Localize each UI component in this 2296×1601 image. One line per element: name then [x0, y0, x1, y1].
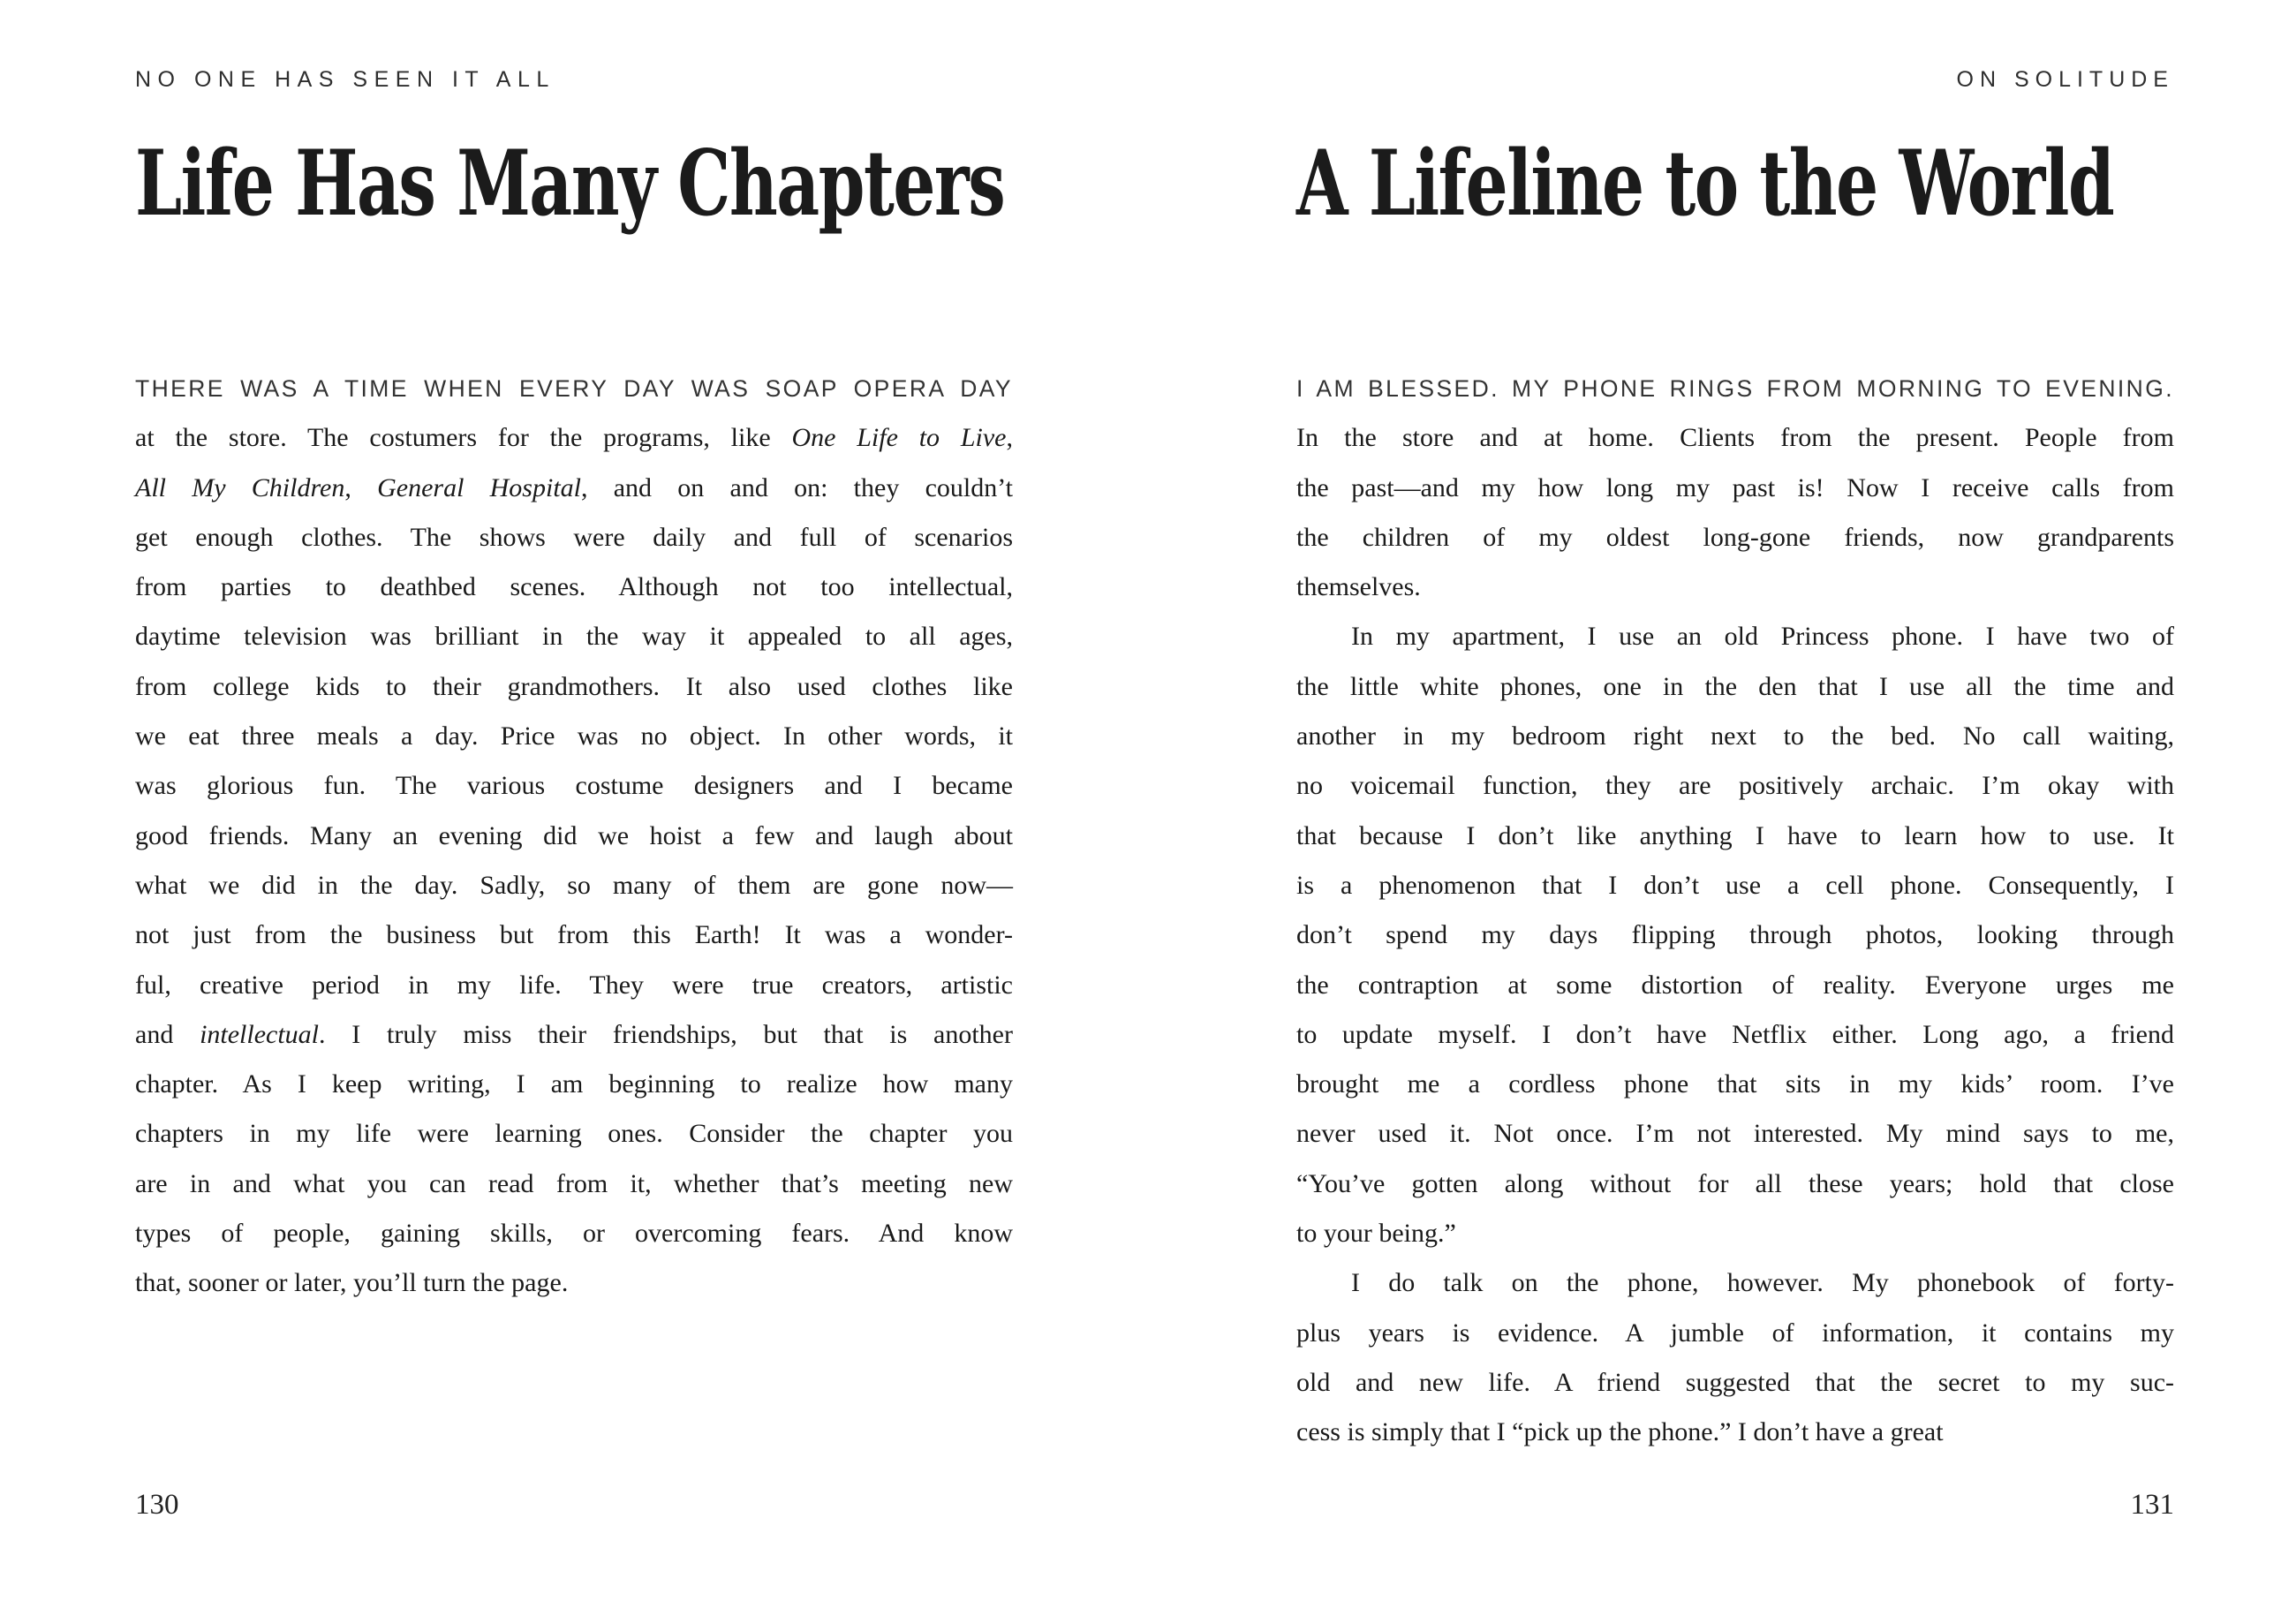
body-line: we eat three meals a day. Price was no object. In other words, it: [135, 721, 1013, 751]
body-line: good friends. Many an evening did we hoist a few and laugh about: [135, 820, 1013, 850]
left-running-head: NO ONE HAS SEEN IT ALL: [135, 67, 555, 92]
right-page: [1296, 0, 2174, 1601]
body-line: is a phenomenon that I don’t use a cell phone. Consequently, I: [1296, 870, 2174, 900]
body-line: All My Children, General Hospital, and on and on: they couldn’t: [135, 472, 1014, 502]
body-line: was glorious fun. The various costume designers and I became: [135, 771, 1013, 801]
right-body-text: [1296, 364, 2174, 1458]
body-line: the past—and my how long my past is! Now I receive calls from: [1296, 472, 2174, 502]
body-line: types of people, gaining skills, or overcoming fears. And know: [135, 1219, 1013, 1249]
right-chapter-title: [1296, 131, 2296, 237]
body-line: plus years is evidence. A jumble of information, it contains my: [1296, 1318, 2174, 1348]
body-line: daytime television was brilliant in the way it appealed to all ages,: [135, 622, 1013, 652]
body-line: the contraption at some distortion of reality. Everyone urges me: [1296, 970, 2174, 1000]
body-line: are in and what you can read from it, whether that’s meeting new: [135, 1168, 1013, 1198]
body-line: that because I don’t like anything I have to learn how to use. It: [1296, 820, 2174, 850]
left-page-number: 130: [135, 1489, 179, 1521]
body-line: what we did in the day. Sadly, so many of them are gone now—: [135, 870, 1013, 900]
body-line: THERE WAS A TIME WHEN EVERY DAY WAS SOAP OPERA DAY: [135, 375, 1013, 402]
body-line: I do talk on the phone, however. My phonebook of forty-: [1351, 1268, 2174, 1298]
body-line: chapters in my life were learning ones. Consider the chapter you: [135, 1119, 1013, 1149]
body-line: “You’ve gotten along without for all these years; hold that close: [1296, 1168, 2174, 1198]
body-line: to your being.”: [1296, 1219, 1456, 1249]
body-line: chapter. As I keep writing, I am beginning to realize how many: [135, 1069, 1013, 1099]
body-line: In my apartment, I use an old Princess phone. I have two of: [1351, 622, 2174, 652]
right-running-head: ON SOLITUDE: [1956, 67, 2174, 92]
body-line: no voicemail function, they are positively archaic. I’m okay with: [1296, 771, 2174, 801]
body-line: I AM BLESSED. MY PHONE RINGS FROM MORNING TO EVENING.: [1296, 375, 2174, 402]
body-line: themselves.: [1296, 572, 1421, 602]
left-chapter-title-text: Life Has Many Chapters: [135, 131, 1005, 237]
body-line: from parties to deathbed scenes. Although not too intellectual,: [135, 572, 1013, 602]
body-line: and intellectual. I truly miss their friendships, but that is another: [135, 1019, 1013, 1049]
body-line: not just from the business but from this Earth! It was a wonder-: [135, 920, 1013, 950]
body-line: the little white phones, one in the den that I use all the time and: [1296, 671, 2174, 701]
body-line: In the store and at home. Clients from the present. People from: [1296, 423, 2174, 453]
right-page-number: 131: [2130, 1489, 2174, 1521]
body-line: from college kids to their grandmothers. It also used clothes like: [135, 671, 1013, 701]
body-line: don’t spend my days flipping through photos, looking through: [1296, 920, 2174, 950]
body-line: that, sooner or later, you’ll turn the page.: [135, 1268, 569, 1298]
body-line: to update myself. I don’t have Netflix either. Long ago, a friend: [1296, 1019, 2174, 1049]
body-line: brought me a cordless phone that sits in my kids’ room. I’ve: [1296, 1069, 2174, 1099]
body-line: never used it. Not once. I’m not interested. My mind says to me,: [1296, 1119, 2174, 1149]
body-line: at the store. The costumers for the programs, like One Life to Live,: [135, 423, 1013, 453]
right-chapter-title-text: A Lifeline to the World: [1296, 131, 2114, 237]
left-body-text: [135, 364, 1013, 1309]
body-line: another in my bedroom right next to the bed. No call waiting,: [1296, 721, 2174, 751]
body-line: cess is simply that I “pick up the phone.” I don’t have a great: [1296, 1417, 1944, 1447]
body-line: the children of my oldest long-gone friends, now grandparents: [1296, 522, 2174, 552]
body-line: get enough clothes. The shows were daily and full of scenarios: [135, 522, 1013, 552]
body-line: old and new life. A friend suggested that the secret to my suc-: [1296, 1367, 2174, 1397]
body-line: ful, creative period in my life. They were true creators, artistic: [135, 970, 1013, 1000]
left-page: [135, 0, 1013, 1601]
left-chapter-title: [135, 131, 1310, 237]
